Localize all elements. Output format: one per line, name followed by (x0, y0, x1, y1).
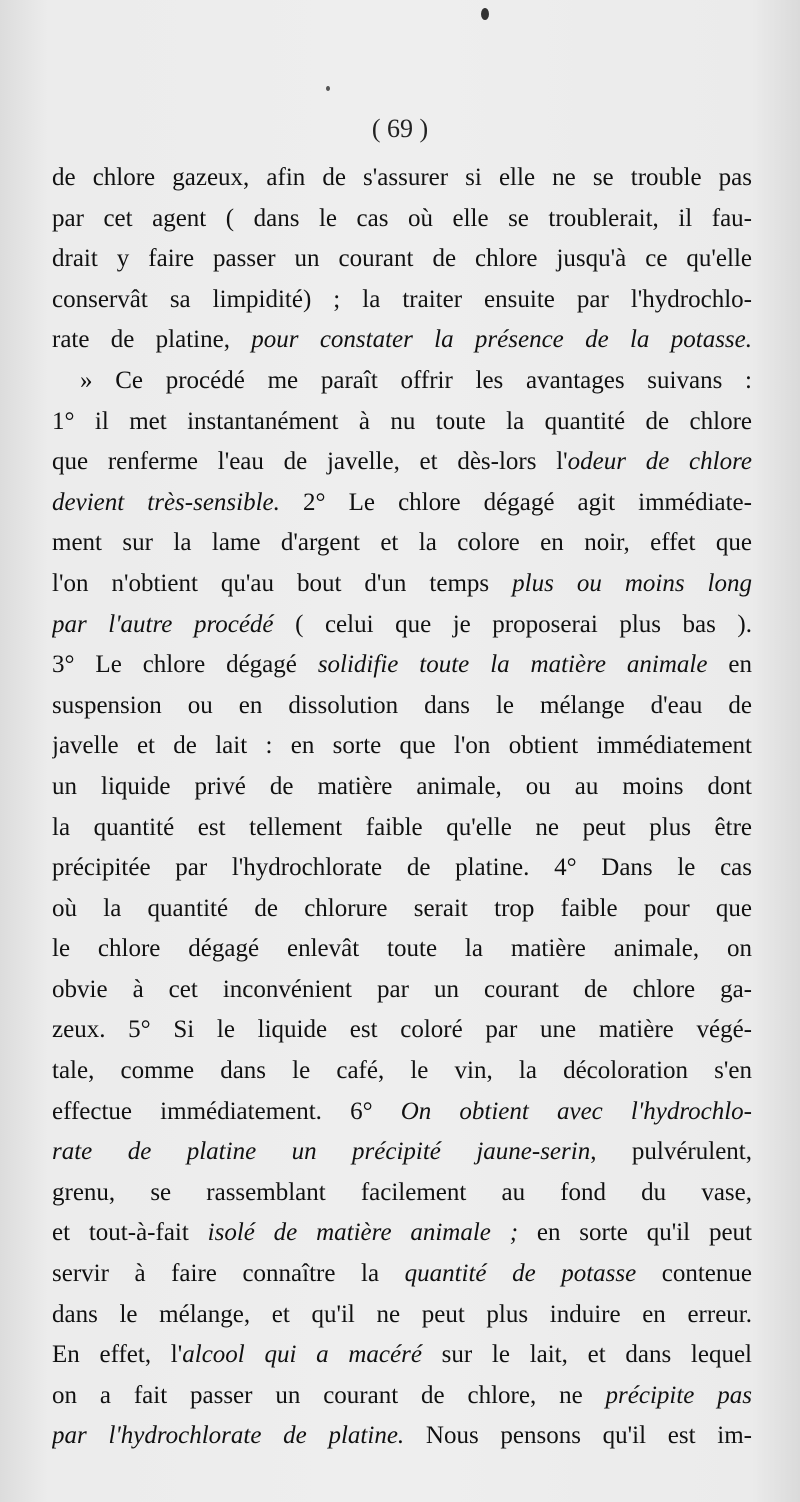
text-line (52, 605, 752, 646)
text-span: un liquide privé de matière animale, ou au moins dont (52, 772, 752, 800)
text-span: ment sur la lame d'argent et la colore en noir, effet que (52, 529, 752, 557)
text-span: zeux. 5° Si le liquide est coloré par une matière végé- (52, 1016, 752, 1044)
italic-text: pour constater la présence de la potasse. (251, 326, 752, 354)
text-line (52, 645, 752, 686)
text-span: effectue immédiatement. 6° (52, 1097, 401, 1125)
text-span: rate de platine, (52, 326, 252, 354)
text-line (52, 929, 752, 970)
text-span: grenu, se rassemblant facilement au fond du vase, (52, 1178, 752, 1206)
text-span: et tout-à-fait (52, 1219, 208, 1247)
text-span: par cet agent ( dans le cas où elle se troublerait, il fau- (52, 204, 752, 232)
italic-text: alcool qui a macéré (182, 1341, 422, 1369)
text-line (52, 726, 752, 767)
text-line (52, 1376, 752, 1417)
text-span: drait y faire passer un courant de chlore jusqu'à ce qu'elle (52, 245, 752, 273)
text-line (52, 1213, 752, 1254)
text-span: obvie à cet inconvénient par un courant de chlore ga- (52, 975, 752, 1003)
text-line (52, 564, 752, 605)
text-line (52, 320, 752, 361)
text-span: Nous pensons qu'il est im- (404, 1422, 752, 1450)
text-line (52, 767, 752, 808)
text-line (52, 239, 752, 280)
text-span: sur le lait, et dans lequel (421, 1341, 752, 1369)
text-span: en sorte qu'il peut (518, 1219, 752, 1247)
text-span: En effet, l' (52, 1341, 183, 1369)
text-span: où la quantité de chlorure serait trop faible pour que (52, 894, 752, 922)
text-span: conservât sa limpidité) ; la traiter ensuite par l'hydrochlo- (52, 285, 752, 313)
text-span: servir à faire connaître la (52, 1260, 405, 1288)
text-span: , pulvérulent, (590, 1138, 752, 1166)
text-span: dans le mélange, et qu'il ne peut plus induire en erreur. (52, 1300, 752, 1328)
italic-text: On obtient avec l'hydrochlo- (400, 1097, 752, 1125)
text-span: précipitée par l'hydrochlorate de platine. 4° Dans le cas (52, 854, 752, 882)
text-line (52, 686, 752, 727)
text-span: » Ce procédé me paraît offrir les avantages suivans : (80, 366, 752, 394)
text-line (52, 1254, 752, 1295)
text-line (52, 1335, 752, 1376)
text-line (52, 1416, 752, 1457)
text-span: 3° Le chlore dégagé (52, 651, 318, 679)
text-span: en (707, 651, 752, 679)
text-line (52, 889, 752, 930)
text-span: la quantité est tellement faible qu'elle ne peut plus être (52, 813, 752, 841)
text-span: suspension ou en dissolution dans le mélange d'eau de (52, 691, 752, 719)
ink-speck (481, 8, 489, 20)
text-span: l'on n'obtient qu'au bout d'un temps (52, 569, 513, 597)
text-line (52, 483, 752, 524)
italic-text: isolé de matière animale ; (207, 1219, 519, 1247)
page-number: ( 69 ) (371, 114, 429, 143)
text-line (52, 848, 752, 889)
text-line (52, 1173, 752, 1214)
text-span: 1° il met instantanément à nu toute la quantité de chlore (52, 407, 752, 435)
text-span: de chlore gazeux, afin de s'assurer si elle ne se trouble pas (52, 164, 752, 191)
italic-text: devient très-sensible. (52, 488, 280, 516)
text-span: contenue (636, 1260, 752, 1288)
body-text (52, 158, 752, 1457)
italic-text: solidifie toute la matière animale (317, 651, 708, 679)
italic-text: par l'hydrochlorate de platine. (52, 1422, 405, 1450)
text-span: on a fait passer un courant de chlore, ne (52, 1381, 606, 1409)
italic-text: quantité de potasse (404, 1260, 637, 1288)
text-line (52, 808, 752, 849)
text-span: tale, comme dans le café, le vin, la décoloration s'en (52, 1057, 752, 1085)
text-span: que renferme l'eau de javelle, et dès-lors l' (52, 448, 568, 476)
text-span: 2° Le chlore dégagé agit immédiate- (279, 488, 752, 516)
text-line (52, 402, 752, 443)
text-line (52, 280, 752, 321)
text-span: javelle et de lait : en sorte que l'on obtient immédiatement (52, 732, 752, 760)
italic-text: rate de platine un précipité jaune-serin (52, 1138, 591, 1166)
text-line (52, 1295, 752, 1336)
italic-text: plus ou moins long (512, 569, 752, 597)
text-line (52, 1132, 752, 1173)
text-span: le chlore dégagé enlevât toute la matière animale, on (52, 935, 752, 963)
italic-text: odeur de chlore (567, 448, 752, 476)
text-line (52, 199, 752, 240)
text-span: ( celui que je proposerai plus bas ). (273, 610, 752, 638)
italic-text: par l'autre procédé (52, 610, 274, 638)
text-line (52, 1051, 752, 1092)
italic-text: précipite pas (605, 1381, 752, 1409)
ink-speck (326, 86, 330, 91)
text-line (52, 442, 752, 483)
text-line (52, 970, 752, 1011)
text-line (52, 361, 752, 402)
text-line (52, 1092, 752, 1133)
text-line (52, 1010, 752, 1051)
text-line (52, 523, 752, 564)
text-line (52, 158, 752, 199)
